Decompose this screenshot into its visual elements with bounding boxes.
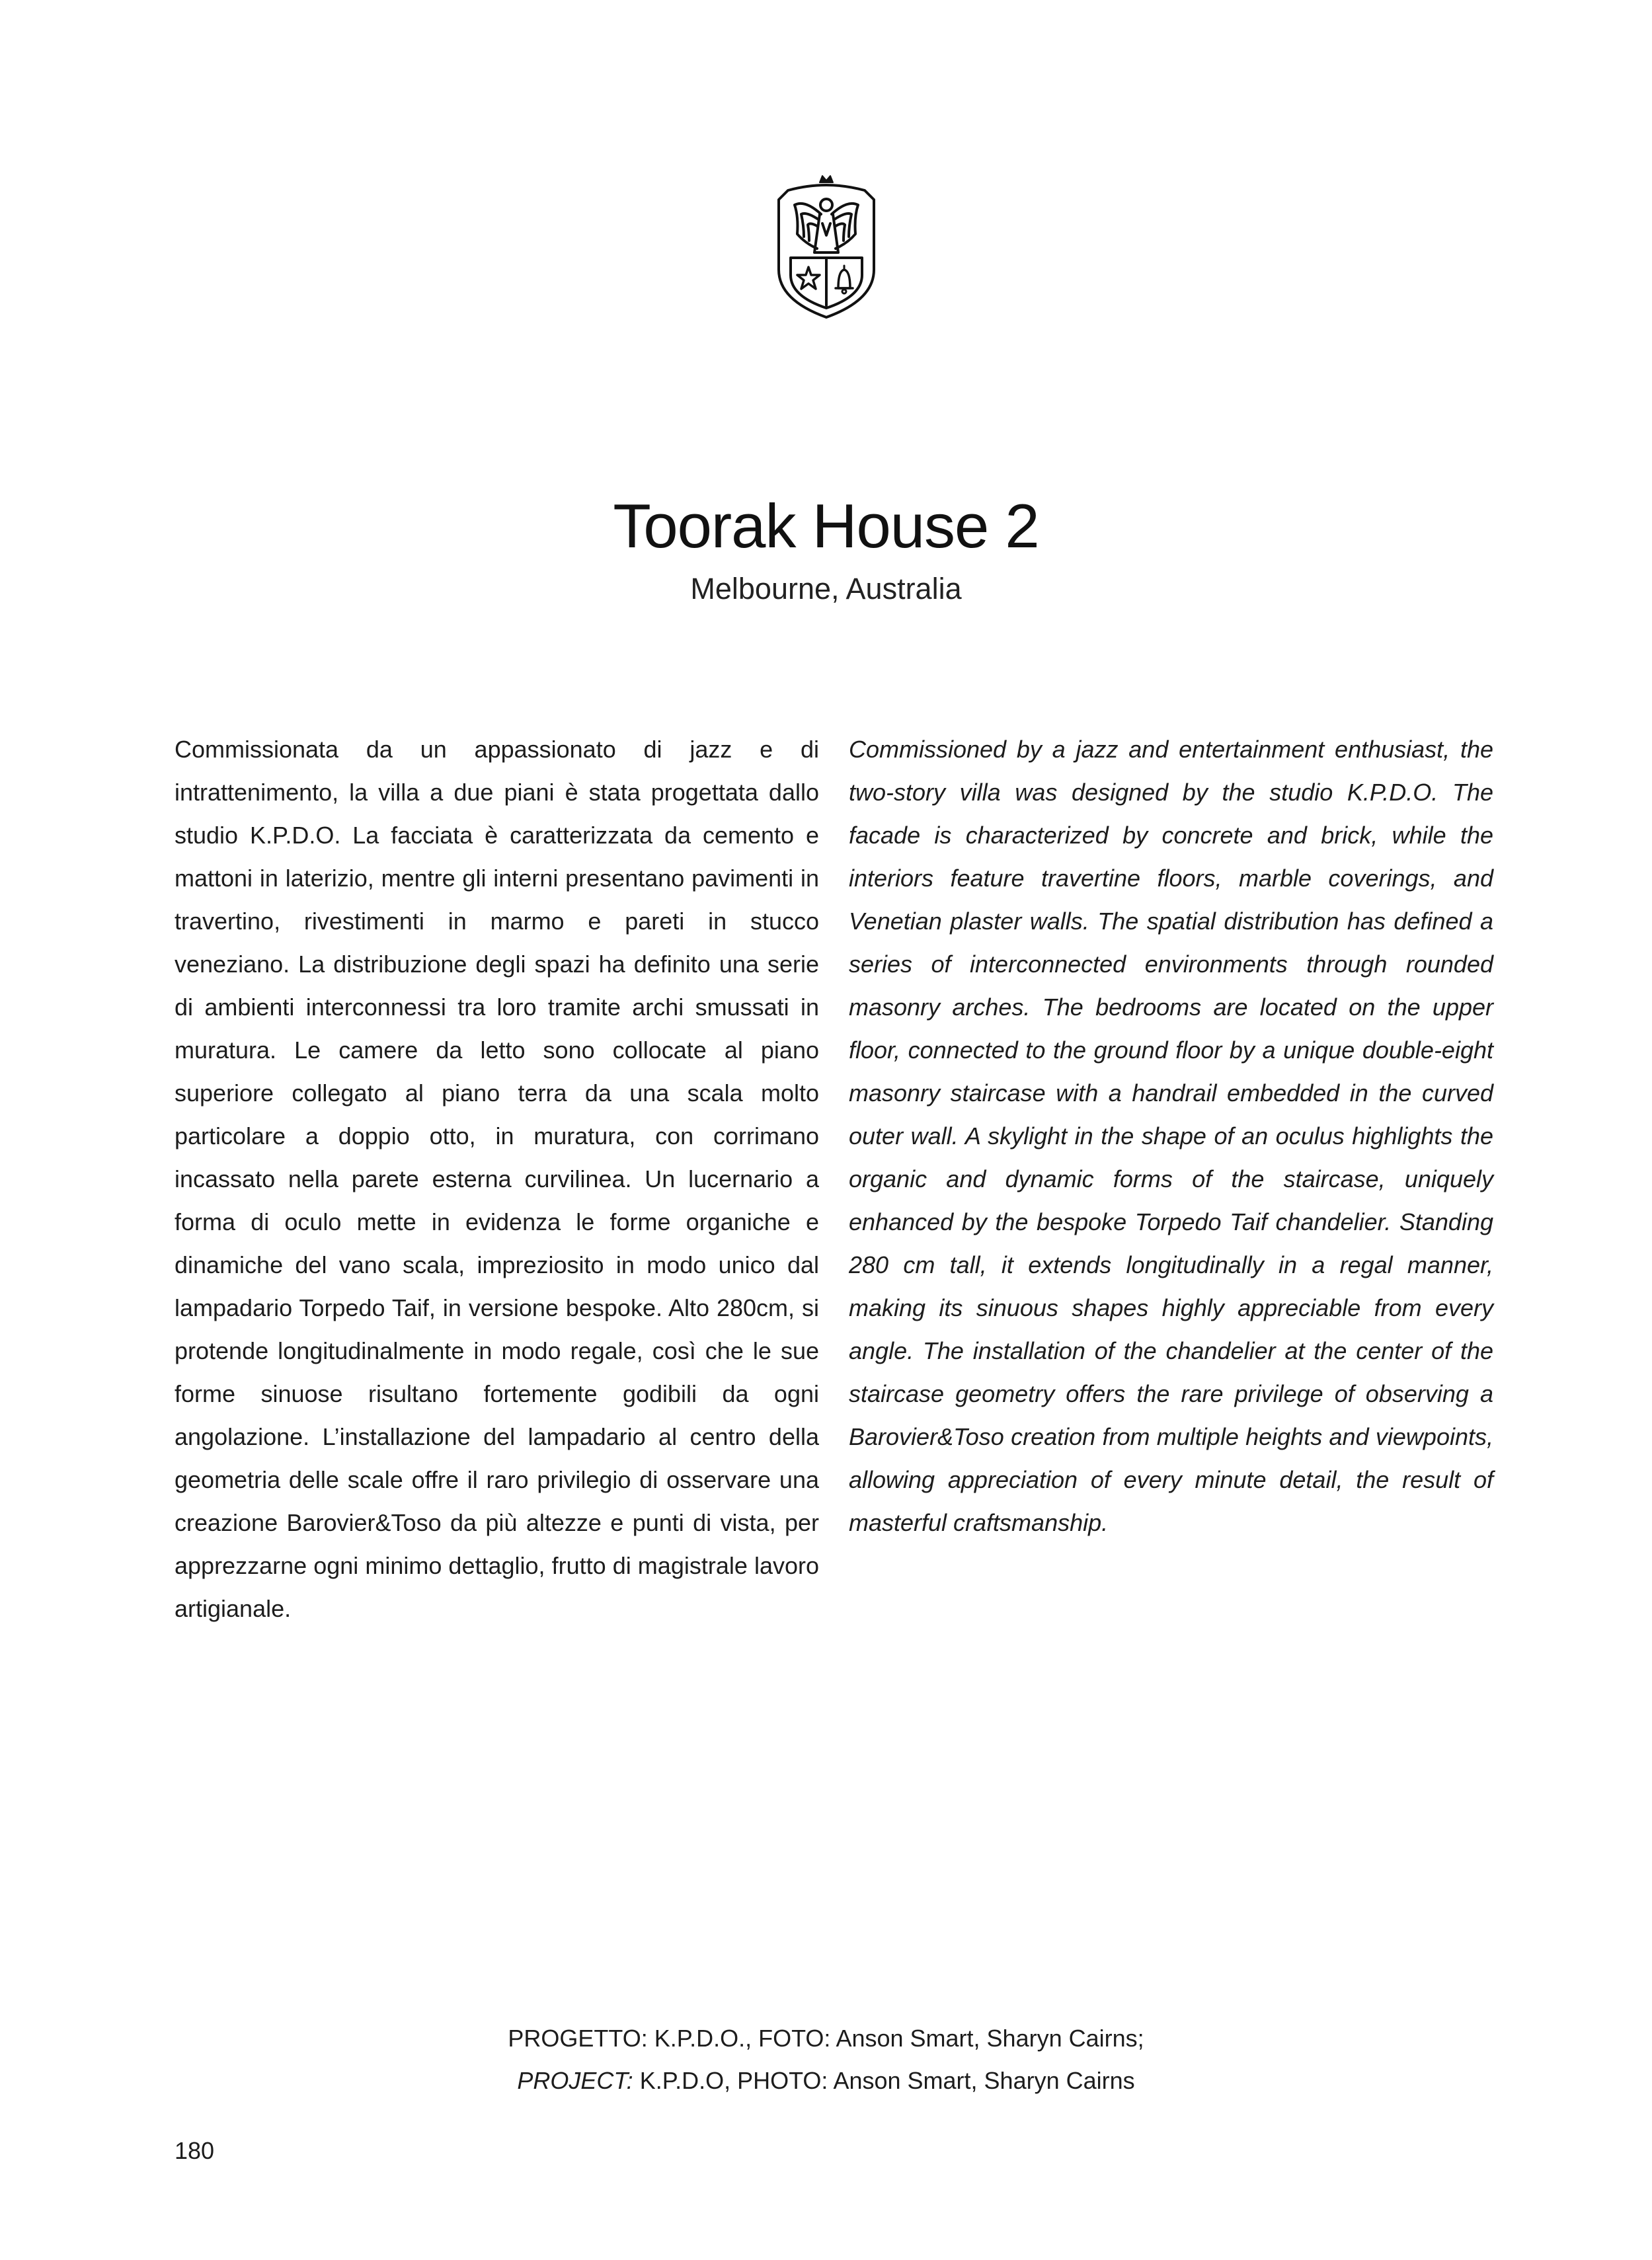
page-number: 180 [175, 2137, 215, 2164]
english-text-column: Commissioned by a jazz and entertainment enthusiast, the two-story villa was designed by the studio K.P.D.O. The facade is characterized by concrete and brick, while the interiors feature travertine floors, marble coverings, and Venetian plaster walls. The spatial distribution has defined a series of interconnected environments through rounded masonry arches. The bedrooms are located on the upper floor, connected to the ground floor by a unique double-eight masonry staircase with a handrail embedded in the curved outer wall. A skylight in the shape of an oculus highlights the organic and dynamic forms of the staircase, uniquely enhanced by the bespoke Torpedo Taif chandelier. Standing 280 cm tall, it extends longitudinally in a regal manner, making its sinuous shapes highly appreciable from every angle. The installation of the chandelier at the center of the staircase geometry offers the rare privilege of observing a Barovier&Toso creation from multiple heights and viewpoints, allowing appreciation of every minute detail, the result of masterful craftsmanship. [849, 736, 1493, 1536]
credits-project-label: PROJECT: [517, 2067, 633, 2094]
crest-icon [768, 171, 885, 321]
location-subtitle: Melbourne, Australia [690, 572, 962, 605]
credits-english-rest: K.P.D.O, PHOTO: Anson Smart, Sharyn Cairns [633, 2067, 1135, 2094]
credits-english [0, 2060, 1652, 2102]
credits-italian: PROGETTO: K.P.D.O., FOTO: Anson Smart, Sharyn Cairns; [508, 2025, 1144, 2052]
photo-credits [0, 2017, 1652, 2102]
italian-text-column: Commissionata da un appassionato di jazz e di intrattenimento, la villa a due piani è stata progettata dallo studio K.P.D.O. La facciata è caratterizzata da cemento e mattoni in laterizio, mentre gli interni presentano pavimenti in travertino, rivestimenti in marmo e pareti in stucco veneziano. La distribuzione degli spazi ha definito una serie di ambienti interconnessi tra loro tramite archi smussati in muratura. Le camere da letto sono collocate al piano superiore collegato al piano terra da una scala molto particolare a doppio otto, in muratura, con corrimano incassato nella parete esterna curvilinea. Un lucernario a forma di oculo mette in evidenza le forme organiche e dinamiche del vano scala, impreziosito in modo unico dal lampadario Torpedo Taif, in versione bespoke. Alto 280cm, si protende longitudinalmente in modo regale, così che le sue forme sinuose risultano fortemente godibili da ogni angolazione. L’installazione del lampadario al centro della geometria delle scale offre il raro privilegio di osservare una creazione Barovier&Toso da più altezze e punti di vista, per apprezzarne ogni minimo dettaglio, frutto di magistrale lavoro artigianale. [175, 736, 819, 1622]
page-title: Toorak House 2 [613, 491, 1039, 561]
